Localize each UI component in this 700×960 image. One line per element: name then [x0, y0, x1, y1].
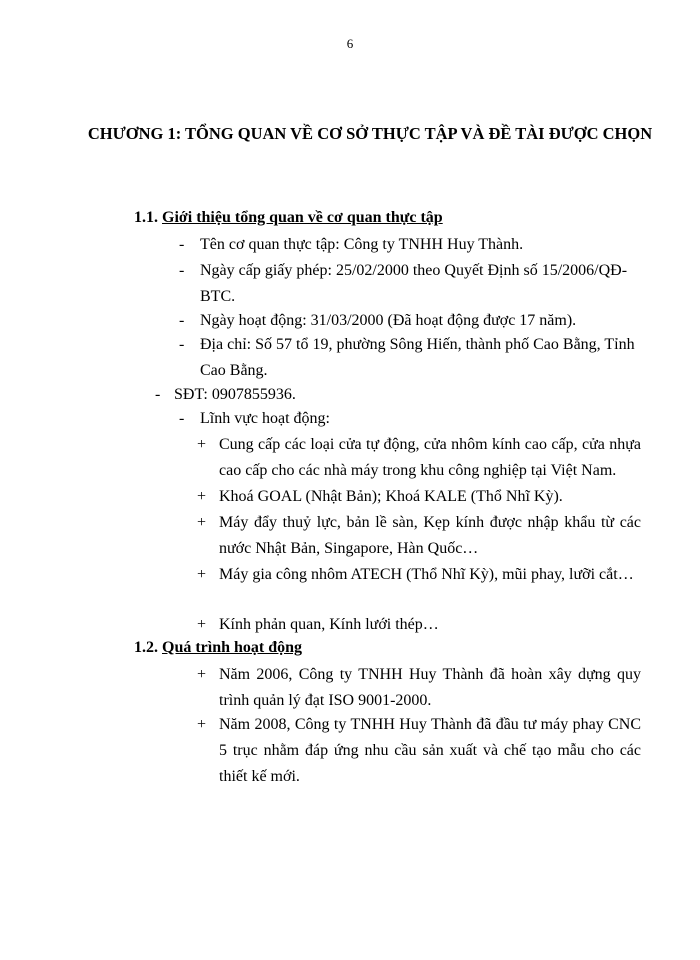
- sub-list-item: [197, 562, 641, 588]
- section-title: Quá trình hoạt động: [162, 639, 303, 656]
- list-item: [179, 232, 641, 258]
- list-item: [179, 308, 641, 334]
- plus-marker: +: [197, 716, 207, 733]
- dash-marker: -: [179, 262, 185, 279]
- phone-text: SĐT: 0907855936.: [174, 386, 296, 403]
- section-number: 1.2.: [134, 639, 158, 656]
- dash-marker: -: [179, 410, 185, 427]
- phone-line: [155, 382, 635, 408]
- field-label: Lĩnh vực hoạt động:: [200, 410, 330, 427]
- plus-marker: +: [197, 514, 207, 531]
- sub-list-item: [197, 432, 641, 484]
- sub-list-item: [197, 662, 641, 714]
- sub-list-item-text: Cung cấp các loại cửa tự động, cửa nhôm kính cao cấp, cửa nhựa cao cấp cho các nhà máy trong khu công nghiệp tại Việt Nam.: [219, 436, 641, 479]
- dash-marker: -: [179, 336, 185, 353]
- section-1-2-heading: [134, 638, 302, 658]
- list-item: [179, 258, 641, 310]
- dash-marker: -: [179, 236, 185, 253]
- sub-list-item: [197, 484, 641, 510]
- chapter-title: CHƯƠNG 1: TỔNG QUAN VỀ CƠ SỞ THỰC TẬP VÀ ĐỀ TÀI ĐƯỢC CHỌN: [87, 124, 653, 143]
- sub-list-item-text: Máy đẩy thuỷ lực, bản lề sàn, Kẹp kính được nhập khẩu từ các nước Nhật Bản, Singapore, Hàn Quốc…: [219, 514, 641, 557]
- list-item-text: Địa chỉ: Số 57 tổ 19, phường Sông Hiến, thành phố Cao Bằng, Tỉnh Cao Bằng.: [200, 336, 635, 379]
- sub-list-item-text: Năm 2008, Công ty TNHH Huy Thành đã đầu tư máy phay CNC 5 trục nhằm đáp ứng nhu cầu sản xuất và chế tạo mẫu cho các thiết kế mới.: [219, 716, 641, 785]
- plus-marker: +: [197, 566, 207, 583]
- section-title: Giới thiệu tổng quan về cơ quan thực tập: [162, 209, 443, 226]
- plus-marker: +: [197, 488, 207, 505]
- sub-list-item: [197, 712, 641, 790]
- plus-marker: +: [197, 616, 207, 633]
- sub-list-item-text: Khoá GOAL (Nhật Bản); Khoá KALE (Thổ Nhĩ Kỳ).: [219, 488, 563, 505]
- dash-marker: -: [155, 386, 161, 403]
- plus-marker: +: [197, 436, 207, 453]
- list-item: [179, 332, 641, 384]
- section-1-1-heading: [134, 208, 443, 228]
- list-item: [179, 406, 641, 432]
- dash-marker: -: [179, 312, 185, 329]
- sub-list-item-text: Năm 2006, Công ty TNHH Huy Thành đã hoàn xây dựng quy trình quản lý đạt ISO 9001-2000.: [219, 666, 641, 709]
- sub-list-item-text: Kính phản quan, Kính lưới thép…: [219, 616, 439, 633]
- page-number: 6: [346, 36, 354, 51]
- sub-list-item: [197, 510, 641, 562]
- section-number: 1.1.: [134, 209, 158, 226]
- sub-list-item-text: Máy gia công nhôm ATECH (Thổ Nhĩ Kỳ), mũi phay, lưỡi cắt…: [219, 566, 634, 583]
- list-item-text: Ngày cấp giấy phép: 25/02/2000 theo Quyết Định số 15/2006/QĐ-BTC.: [200, 262, 628, 305]
- list-item-text: Tên cơ quan thực tập: Công ty TNHH Huy Thành.: [200, 236, 524, 253]
- sub-list-item: [197, 612, 641, 638]
- list-item-text: Ngày hoạt động: 31/03/2000 (Đã hoạt động được 17 năm).: [200, 312, 577, 329]
- plus-marker: +: [197, 666, 207, 683]
